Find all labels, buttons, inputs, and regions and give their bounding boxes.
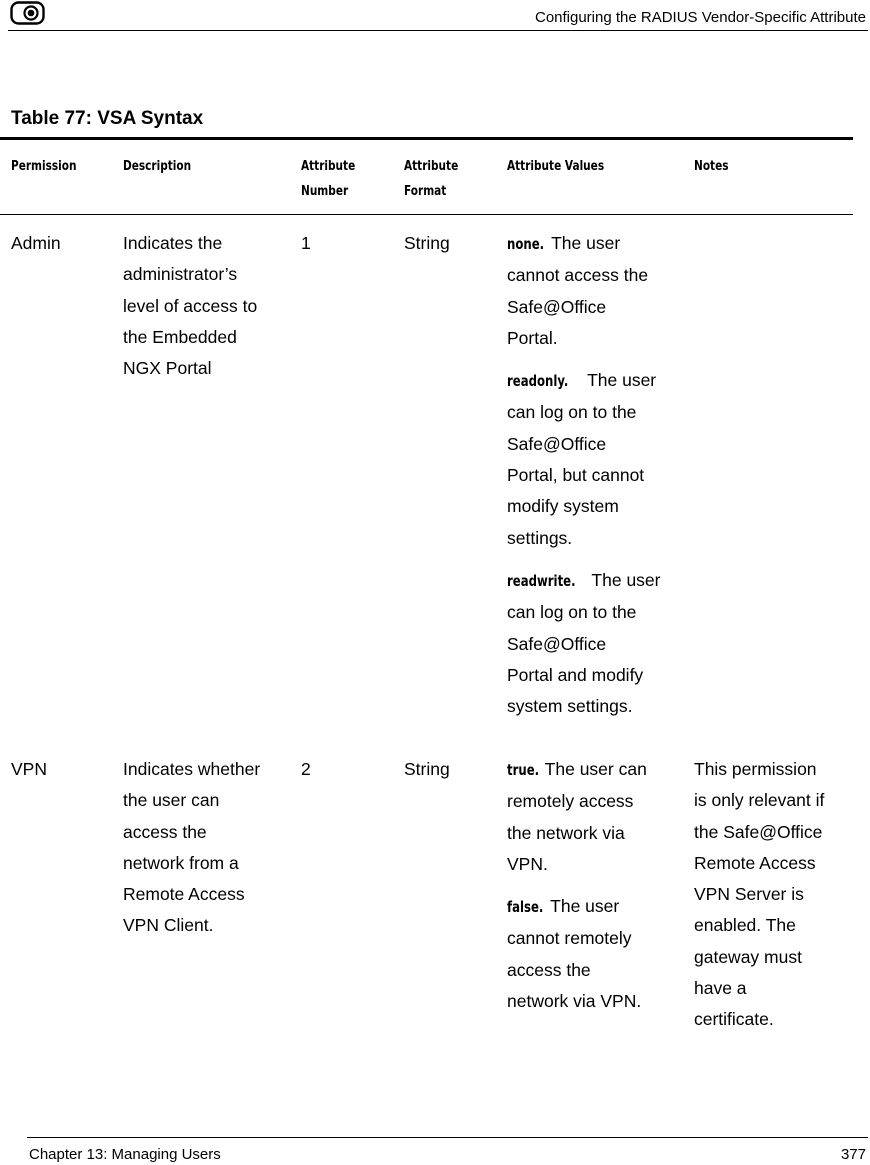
column-header-description: Description: [123, 158, 192, 174]
value-true: true. The user can remotely access the network via VPN.: [507, 754, 677, 880]
footer-page-number: 377: [840, 1146, 866, 1163]
footer-chapter: Chapter 13: Managing Users: [29, 1146, 221, 1163]
row-vpn-attribute-number: 2: [301, 759, 311, 779]
value-readwrite: readwrite. The user can log on to the Safe@Office Portal and modify system settings.: [507, 565, 677, 722]
row-admin-attribute-format: String: [404, 233, 450, 253]
row-admin-permission: Admin: [11, 233, 61, 253]
value-false: false. The user cannot remotely access the network via VPN.: [507, 891, 677, 1017]
product-logo-icon: [10, 1, 45, 25]
column-header-permission: Permission: [11, 158, 77, 174]
column-header-notes: Notes: [694, 158, 729, 174]
running-header-title: Configuring the RADIUS Vendor-Specific Attribute: [534, 9, 866, 26]
row-vpn-permission: VPN: [11, 759, 47, 779]
column-header-attribute-format: Attribute Format: [404, 158, 459, 199]
value-keyword: none.: [507, 235, 545, 253]
value-keyword: false.: [507, 898, 544, 917]
row-admin-attribute-number: 1: [301, 233, 311, 253]
value-none: none. The user cannot access the Safe@Office Portal.: [507, 228, 677, 354]
value-keyword: true.: [507, 761, 540, 779]
value-readonly: readonly. The user can log on to the Safe@Office Portal, but cannot modify system settings.: [507, 365, 677, 554]
column-header-attribute-values: Attribute Values: [507, 158, 605, 174]
row-admin-attribute-values: [507, 228, 677, 722]
value-keyword: readwrite.: [507, 571, 576, 590]
footer-divider: [27, 1137, 868, 1138]
value-keyword: readonly.: [507, 372, 569, 391]
table-header-rule: [0, 214, 853, 215]
column-header-attribute-number: Attribute Number: [301, 158, 356, 199]
row-vpn-description: Indicates whether the user can access the network from a Remote Access VPN Client.: [123, 759, 261, 936]
row-vpn-attribute-format: String: [404, 759, 450, 779]
row-vpn-notes: This permission is only relevant if the Safe@Office Remote Access VPN Server is enabled. The gateway must have a certificate.: [694, 759, 825, 1030]
header-divider: [8, 30, 868, 31]
row-vpn-attribute-values: [507, 754, 677, 1017]
table-top-rule: [0, 137, 853, 140]
table-title: Table 77: VSA Syntax: [11, 108, 204, 129]
row-admin-description: Indicates the administrator’s level of access to the Embedded NGX Portal: [123, 233, 258, 379]
